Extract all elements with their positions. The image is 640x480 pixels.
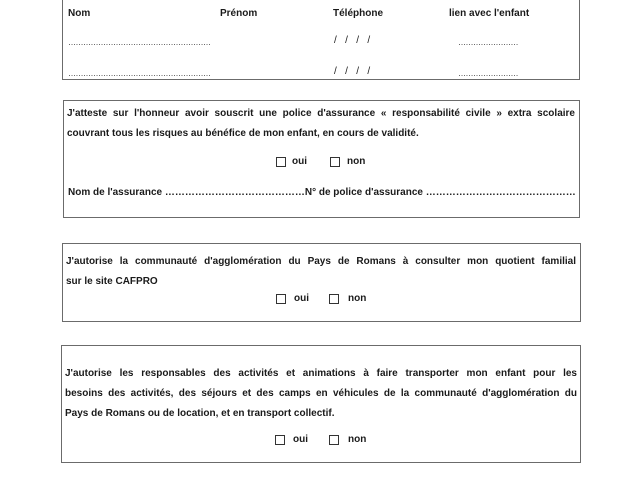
- cafpro-oui-checkbox[interactable]: [276, 294, 286, 304]
- transport-line-3: Pays de Romans ou de location, et en transport collectif.: [65, 408, 335, 419]
- transport-line-1: J'autorise les responsables des activités et animations à faire transporter mon enfant pour les: [65, 368, 577, 379]
- header-nom: Nom: [68, 8, 91, 19]
- assurance-oui-checkbox[interactable]: [276, 157, 286, 167]
- header-prenom: Prénom: [220, 8, 258, 19]
- assurance-oui-label: oui: [292, 156, 307, 167]
- row2-nom-field[interactable]: …………………………………………………: [68, 69, 211, 78]
- assurance-line-1: J'atteste sur l'honneur avoir souscrit une police d'assurance « responsabilité civile » extra scolaire: [67, 108, 575, 119]
- cafpro-non-label: non: [348, 293, 367, 304]
- cafpro-line-2: sur le site CAFPRO: [66, 276, 158, 287]
- assurance-line-2: couvrant tous les risques au bénéfice de mon enfant, en cours de validité.: [67, 128, 419, 139]
- row2-lien-field[interactable]: ……………………: [458, 69, 518, 78]
- assurance-non-checkbox[interactable]: [330, 157, 340, 167]
- cafpro-oui-label: oui: [294, 293, 309, 304]
- header-telephone: Téléphone: [333, 8, 384, 19]
- transport-oui-checkbox[interactable]: [275, 435, 285, 445]
- row2-phone-field[interactable]: / / / /: [334, 66, 371, 77]
- cafpro-line-1: J'autorise la communauté d'agglomération du Pays de Romans à consulter mon quotient familial: [66, 256, 576, 267]
- header-lien: lien avec l'enfant: [449, 8, 530, 19]
- assurance-non-label: non: [347, 156, 366, 167]
- row1-nom-field[interactable]: …………………………………………………: [68, 38, 211, 47]
- transport-text: [65, 364, 577, 424]
- cafpro-non-checkbox[interactable]: [329, 294, 339, 304]
- assurance-policy-line[interactable]: Nom de l'assurance ……………………………………N° de police d'assurance ………………………………………: [68, 187, 576, 198]
- row1-lien-field[interactable]: ……………………: [458, 38, 518, 47]
- transport-non-checkbox[interactable]: [329, 435, 339, 445]
- assurance-text: [67, 104, 575, 144]
- cafpro-text: [66, 252, 576, 292]
- row1-phone-field[interactable]: / / / /: [334, 35, 371, 46]
- transport-oui-label: oui: [293, 434, 308, 445]
- transport-line-2: besoins des activités, des séjours et des camps en véhicules de la communauté d'agglomération du: [65, 388, 577, 399]
- transport-non-label: non: [348, 434, 367, 445]
